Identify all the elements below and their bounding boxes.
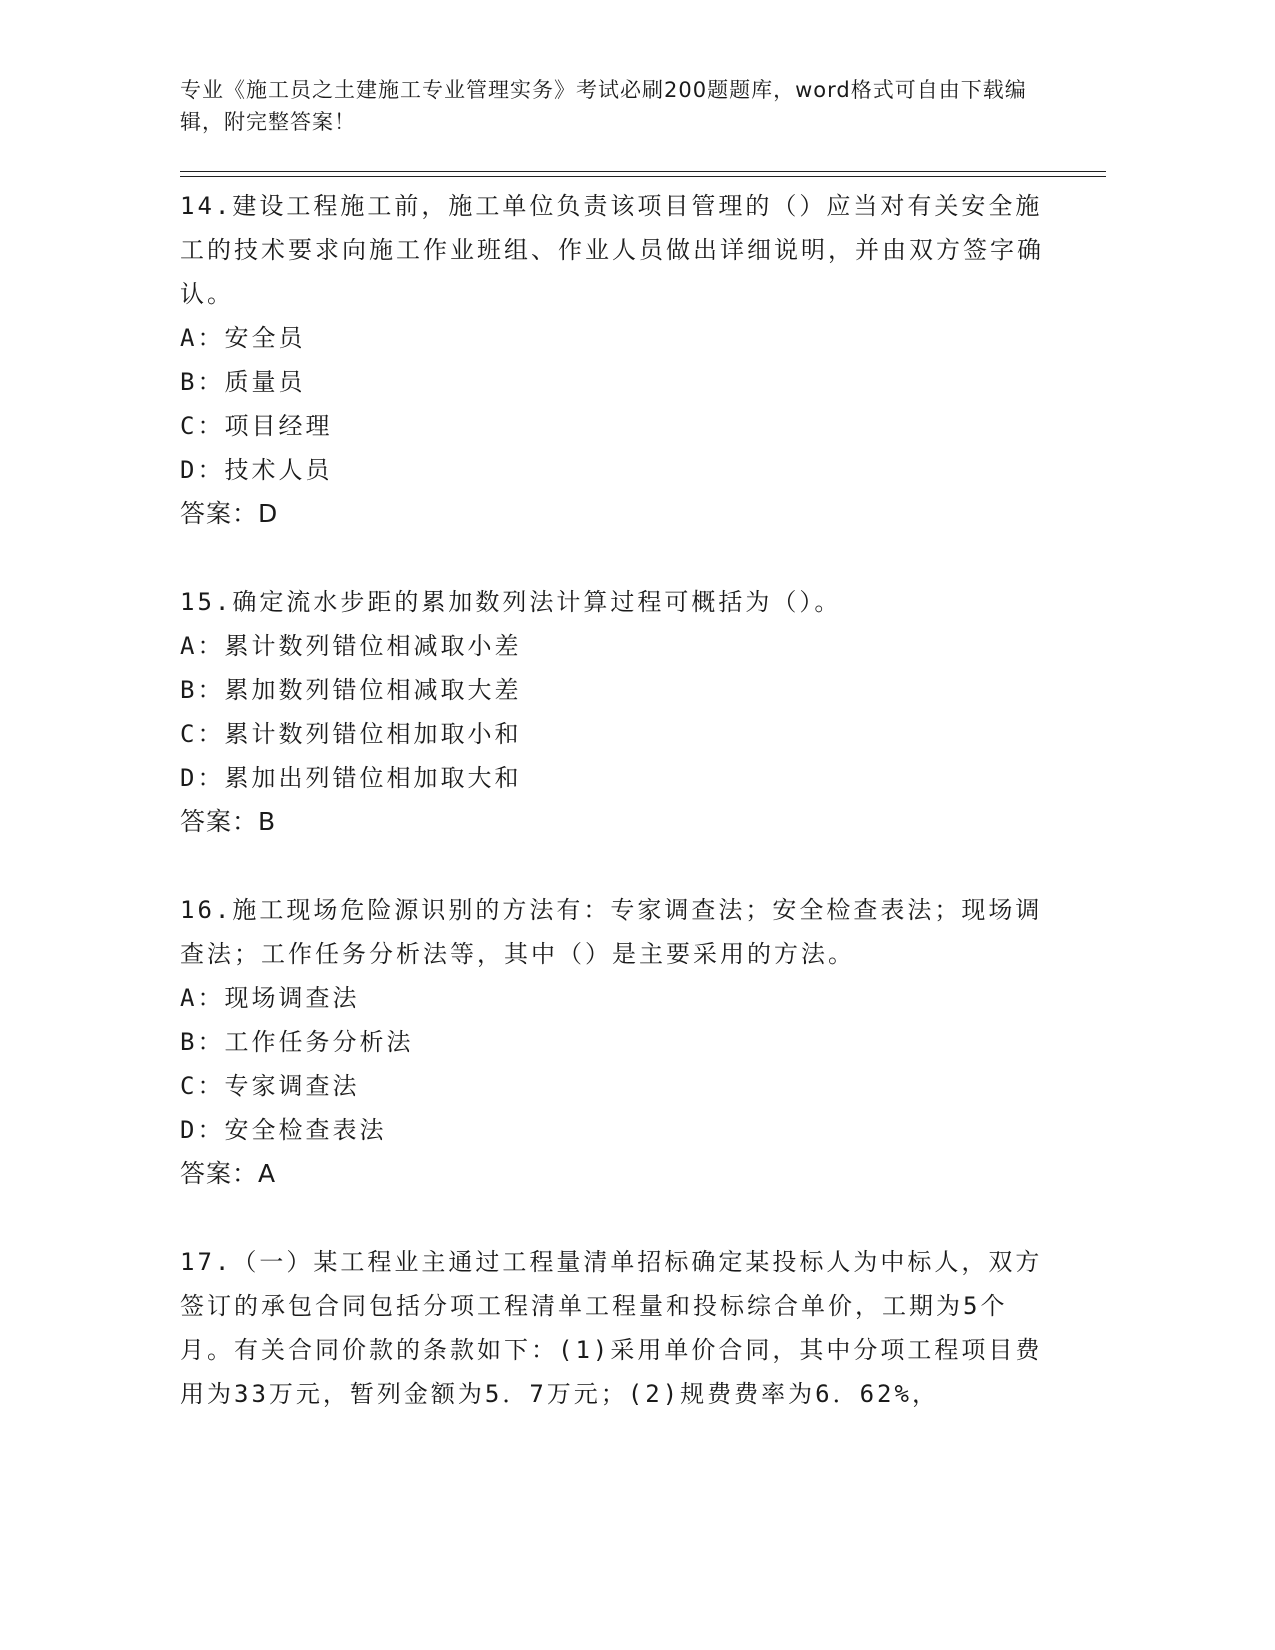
question-spacer: [180, 844, 1050, 888]
option-a: A：累计数列错位相减取小差: [180, 632, 522, 660]
option-d: D：累加出列错位相加取大和: [180, 764, 522, 792]
question-stem: 16.施工现场危险源识别的方法有：专家调查法；安全检查表法；现场调查法；工作任务分析法等，其中（）是主要采用的方法。: [180, 896, 1043, 968]
header-rule-bottom: [180, 176, 1106, 177]
answer-line: 答案：D: [180, 499, 279, 528]
question-17: [180, 1240, 1050, 1416]
answer-line: 答案：B: [180, 807, 277, 836]
option-c: C：累计数列错位相加取小和: [180, 720, 522, 748]
option-d: D：安全检查表法: [180, 1116, 387, 1144]
question-14: [180, 184, 1050, 536]
option-a: A：现场调查法: [180, 984, 360, 1012]
question-stem: 15.确定流水步距的累加数列法计算过程可概括为（）。: [180, 588, 842, 616]
option-b: B：累加数列错位相减取大差: [180, 676, 522, 704]
question-list: [180, 184, 1050, 1416]
question-15: [180, 580, 1050, 844]
answer-line: 答案：A: [180, 1159, 277, 1188]
question-16: [180, 888, 1050, 1196]
option-a: A：安全员: [180, 324, 306, 352]
question-spacer: [180, 536, 1050, 580]
option-c: C：项目经理: [180, 412, 333, 440]
option-b: B：工作任务分析法: [180, 1028, 414, 1056]
option-c: C：专家调查法: [180, 1072, 360, 1100]
option-b: B：质量员: [180, 368, 306, 396]
header-rule-top: [180, 171, 1106, 172]
question-stem: 14.建设工程施工前，施工单位负责该项目管理的（）应当对有关安全施工的技术要求向施工作业班组、作业人员做出详细说明，并由双方签字确认。: [180, 192, 1044, 308]
option-d: D：技术人员: [180, 456, 333, 484]
question-spacer: [180, 1196, 1050, 1240]
question-stem: 17.（一）某工程业主通过工程量清单招标确定某投标人为中标人，双方签订的承包合同包括分项工程清单工程量和投标综合单价，工期为5个月。有关合同价款的条款如下：(1)采用单价合同，其中分项工程项目费用为33万元，暂列金额为5．7万元；(2)规费费率为6．62%，: [180, 1248, 1043, 1408]
header-note: 专业《施工员之土建施工专业管理实务》考试必刷200题题库，word格式可自由下载编辑，附完整答案！: [180, 78, 1027, 134]
